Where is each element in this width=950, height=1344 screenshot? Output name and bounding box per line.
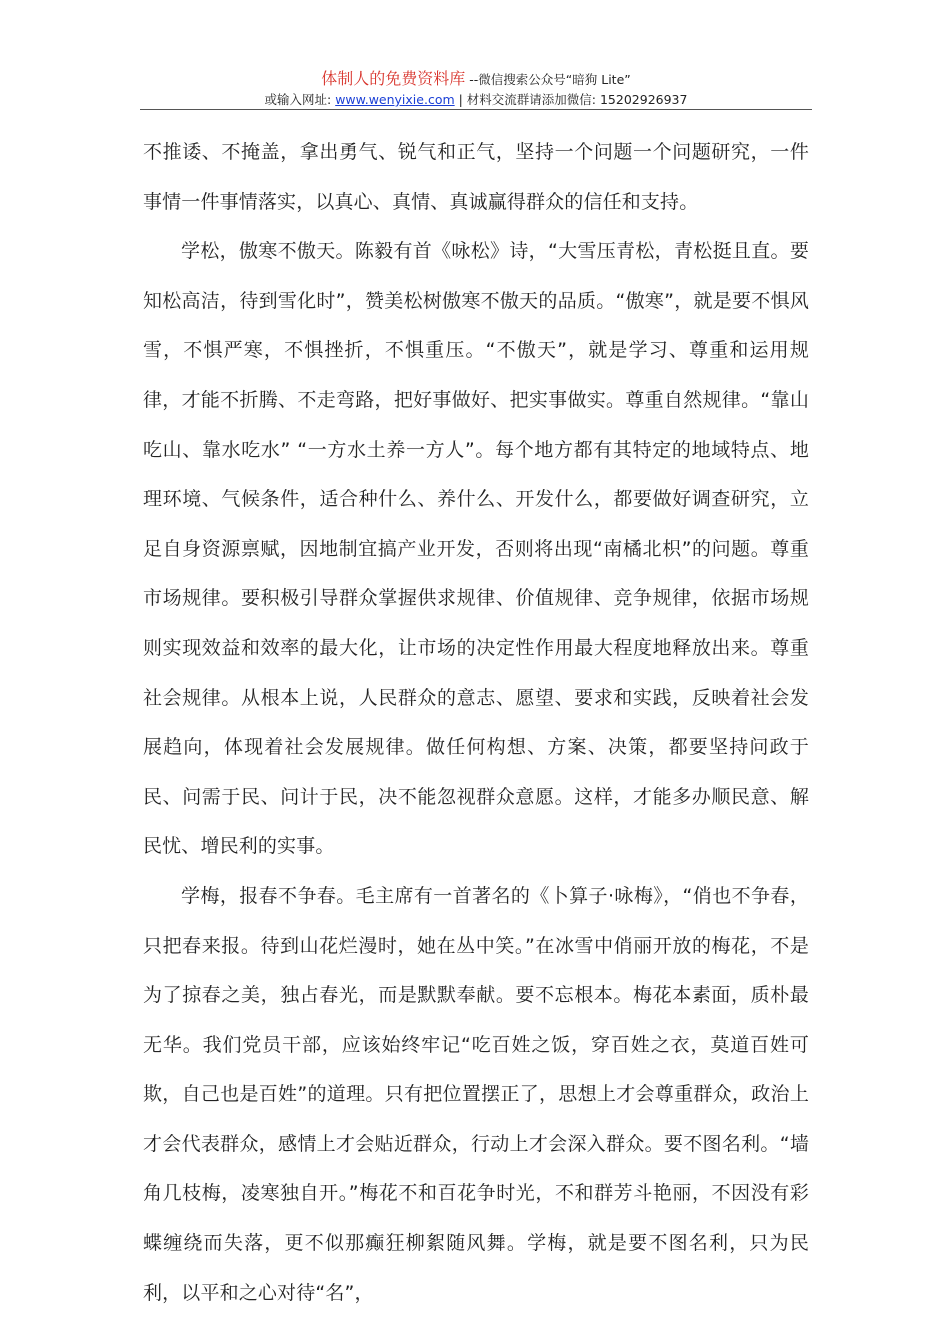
wechat-contact-text: | 材料交流群请添加微信: 15202926937 — [454, 92, 688, 107]
wechat-search-hint: --微信搜索公众号“暗狗 Lite” — [465, 72, 631, 87]
brand-title: 体制人的免费资料库 — [321, 69, 466, 88]
url-prefix-label: 或输入网址: — [264, 92, 336, 107]
website-link[interactable]: www.wenyixie.com — [335, 92, 455, 107]
paragraph-learn-plum: 学梅，报春不争春。毛主席有一首著名的《卜算子·咏梅》，“俏也不争春，只把春来报。待到山花烂漫时，她在丛中笑。”在冰雪中俏丽开放的梅花，不是为了掠春之美，独占春光，而是默默奉献。要不忘根本。梅花本素面，质朴最无华。我们党员干部，应该始终牢记“吃百姓之饭，穿百姓之衣，莫道百姓可欺，自己也是百姓”的道理。只有把位置摆正了，思想上才会尊重群众，政治上才会代表群众，感情上才会贴近群众，行动上才会深入群众。要不图名利。“墙角几枝梅，凌寒独自开。”梅花不和百花争时光，不和群芳斗艳丽，不因没有彩蝶缠绕而失落，更不似那癫狂柳絮随风舞。学梅，就是要不图名利，只为民利，以平和之心对待“名”， — [143, 884, 809, 1304]
header-contact-line — [140, 91, 812, 109]
document-body — [143, 128, 809, 1318]
header-title-line — [140, 68, 812, 91]
paragraph-learn-pine: 学松，傲寒不傲天。陈毅有首《咏松》诗，“大雪压青松，青松挺且直。要知松高洁，待到雪化时”，赞美松树傲寒不傲天的品质。“傲寒”，就是要不惧风雪，不惧严寒，不惧挫折，不惧重压。“不傲天”，就是学习、尊重和运用规律，才能不折腾、不走弯路，把好事做好、把实事做实。尊重自然规律。“靠山吃山、靠水吃水” “一方水土养一方人”。每个地方都有其特定的地域特点、地理环境、气候条件，适合种什么、养什么、开发什么，都要做好调查研究，立足自身资源禀赋，因地制宜搞产业开发，否则将出现“南橘北枳”的问题。尊重市场规律。要积极引导群众掌握供求规律、价值规律、竞争规律，依据市场规则实现效益和效率的最大化，让市场的决定性作用最大程度地释放出来。尊重社会规律。从根本上说，人民群众的意志、愿望、要求和实践，反映着社会发展趋向，体现着社会发展规律。做任何构想、方案、决策，都要坚持问政于民、问需于民、问计于民，决不能忽视群众意愿。这样，才能多办顺民意、解民忧、增民利的实事。 — [143, 240, 809, 858]
paragraph-continuation: 不推诿、不掩盖，拿出勇气、锐气和正气，坚持一个问题一个问题研究，一件事情一件事情落实，以真心、真情、真诚赢得群众的信任和支持。 — [143, 141, 809, 213]
header-divider — [140, 109, 812, 110]
page-header — [140, 68, 812, 109]
